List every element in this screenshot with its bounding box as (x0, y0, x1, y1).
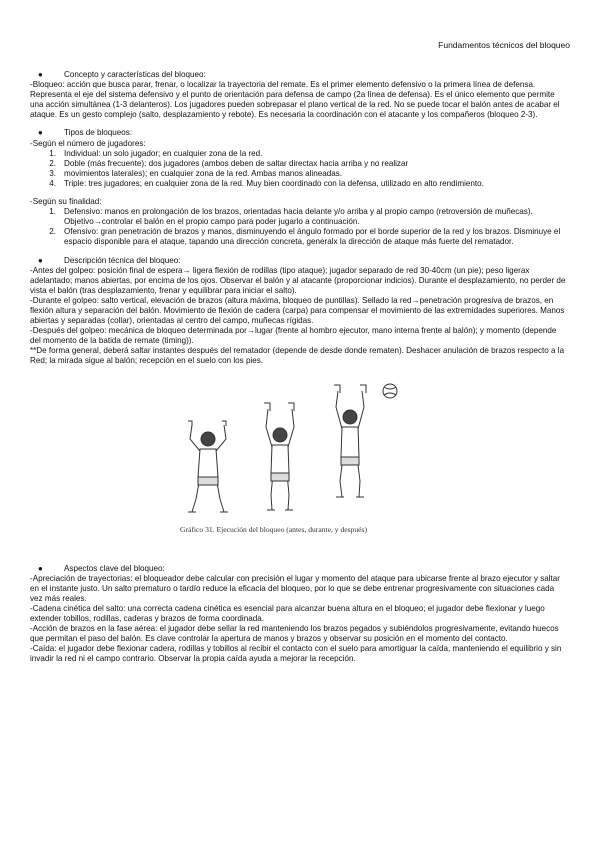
subheading-numero: -Según el número de jugadores: (30, 138, 146, 148)
document-body (30, 70, 566, 664)
section-heading-tipos: ● Tipos de bloqueos: (38, 128, 133, 138)
paragraph-brazos: -Acción de brazos en la fase aérea: el jugador debe sellar la red manteniendo los brazos pegados y subiéndolos progresivamente, evitando huecos que permitan el paso del balón. Es clave controlar la apertura de manos y brazos y observar su posición en el momento del contacto. (30, 624, 559, 644)
page-header-title: Fundamentos técnicos del bloqueo (438, 40, 570, 50)
paragraph-despues: -Después del golpeo: mecánica de bloqueo determinada por→lugar (frente al hombro ejecutor, mano interna frente al balón); y momento (depende del momento de la batida de remate (timing)). (30, 326, 557, 346)
list-item: 2. Doble (más frecuente): dos jugadores (ambos deben de saltar directax hacia arriba y no realizar (49, 158, 409, 168)
list-item: 1. Individual: un solo jugador; en cualquier zona de la red. (49, 148, 263, 158)
list-item: 1. Defensivo: manos en prolongación de los brazos, orientadas hacia delante y/o arriba y al propio campo (retroversión de muñecas). Objetivo→controlar el balón en el propio campo para poder jugarlo a continuación. (49, 207, 533, 227)
list-numero-jugadores (30, 149, 566, 189)
figure-caption: Gráfico 31. Ejecución del bloqueo (antes, durante, y después) (180, 524, 368, 534)
list-finalidad (30, 207, 566, 247)
list-item: 3. movimientos laterales); en cualquier zona de la red. Ambas manos alineadas. (49, 168, 343, 178)
list-item: 4. Triple: tres jugadores; en cualquier zona de la red. Muy bien coordinado con la defensa, utilizado en alto rendimiento. (49, 178, 484, 188)
paragraph-cadena: -Cadena cinética del salto: una correcta cadena cinética es esencial para alcanzar buena altura en el bloqueo; el jugador debe flexionar y luego extender tobillos, rodillas, caderas y brazos de forma coordinada. (30, 603, 545, 623)
list-item: 2. Ofensivo: gran penetración de brazos y manos, disminuyendo el ángulo formado por el borde superior de la red y los brazos. Disminuye el espacio disponible para el ataque, tapando una dirección concreta, generalx la dirección de ataque más fuerte del rematador. (49, 227, 561, 247)
bullet-icon: ● (38, 70, 43, 79)
block-illustration (178, 377, 418, 522)
player-after-figure (334, 384, 397, 497)
paragraph-caida: -Caída: el jugador debe flexionar cadera, rodillas y tobillos al recibir el contacto con el suelo para amortiguar la caída, manteniendo el equilibrio y sin invadir la red ni el campo contrario. Observar la propia caída ayuda a mejorar la recepción. (30, 644, 562, 664)
paragraph-trayectorias: -Apreciación de trayectorias: el bloqueador debe calcular con precisión el lugar y momento del ataque para ubicarse frente al brazo ejecutor y saltar en el instante justo. Un salto prematuro o tardío reduce la eficacia del bloqueo, por lo que se debe entrenar progresivamente con situaciones cada vez más reales. (30, 573, 560, 603)
player-during-figure (264, 403, 294, 510)
section-heading-descripcion: ● Descripción técnica del bloqueo: (38, 255, 181, 265)
paragraph-durante: -Durante el golpeo: salto vertical, elevación de brazos (altura máxima, bloqueo de puntillas). Sellado la red→penetración progresiva de brazos, en flexión altura y separación del balón. Movimiento de flexión de cadera (carpa) para compensar el movimiento de las extremidades superiores. Manos abiertas y separadas (collar), orientadas al centro del campo, muñecas rígidas. (30, 295, 565, 326)
paragraph-antes: -Antes del golpeo: posición final de espera→ ligera flexión de rodillas (tipo ataque); jugador separado de red 30-40cm (un pie); peso ligerax adelantado; manos abiertas, por encima de los ojos. Observar el balón y al atacante (proporcionar indicios). Durante el desplazamiento, no perder de vista el balón (tras desplazamiento, frenar y equilibrar para iniciar el salto). (30, 265, 566, 295)
section-heading-concepto: ● Concepto y características del bloqueo: (38, 70, 206, 79)
figure-bloqueo (30, 377, 566, 542)
paragraph-bloqueo: -Bloqueo: acción que busca parar, frenar, o localizar la trayectoria del remate. Es el primer elemento defensivo o la primera línea de defensa. Representa el eje del sistema defensivo y el punto de orientación para defensa de campo (2a línea de defensa). Es el único elemento que permite una acción simultánea (1-3 delanteros). Los jugadores pueden sobrepasar el plano vertical de la red. No se puede tocar el balón antes de acabar el ataque. Es un gesto complejo (salto, desplazamiento y rebote). Es necesaria la coordinación con el atacante y los compañeros (bloqueo 2-3). (30, 80, 560, 120)
player-before-figure (188, 421, 228, 512)
subheading-finalidad: -Según su finalidad: (30, 197, 102, 207)
section-heading-aspectos: ● Aspectos clave del bloqueo: (38, 563, 165, 573)
bullet-icon: ● (38, 563, 43, 573)
bullet-icon: ● (38, 255, 43, 265)
paragraph-nota: **De forma general, deberá saltar instantes después del rematador (depende de desde donde rematen). Deshacer anulación de brazos respecto a la Red; la mirada sigue al balón; recepción en el suelo con los pies. (30, 346, 565, 366)
bullet-icon: ● (38, 128, 43, 138)
